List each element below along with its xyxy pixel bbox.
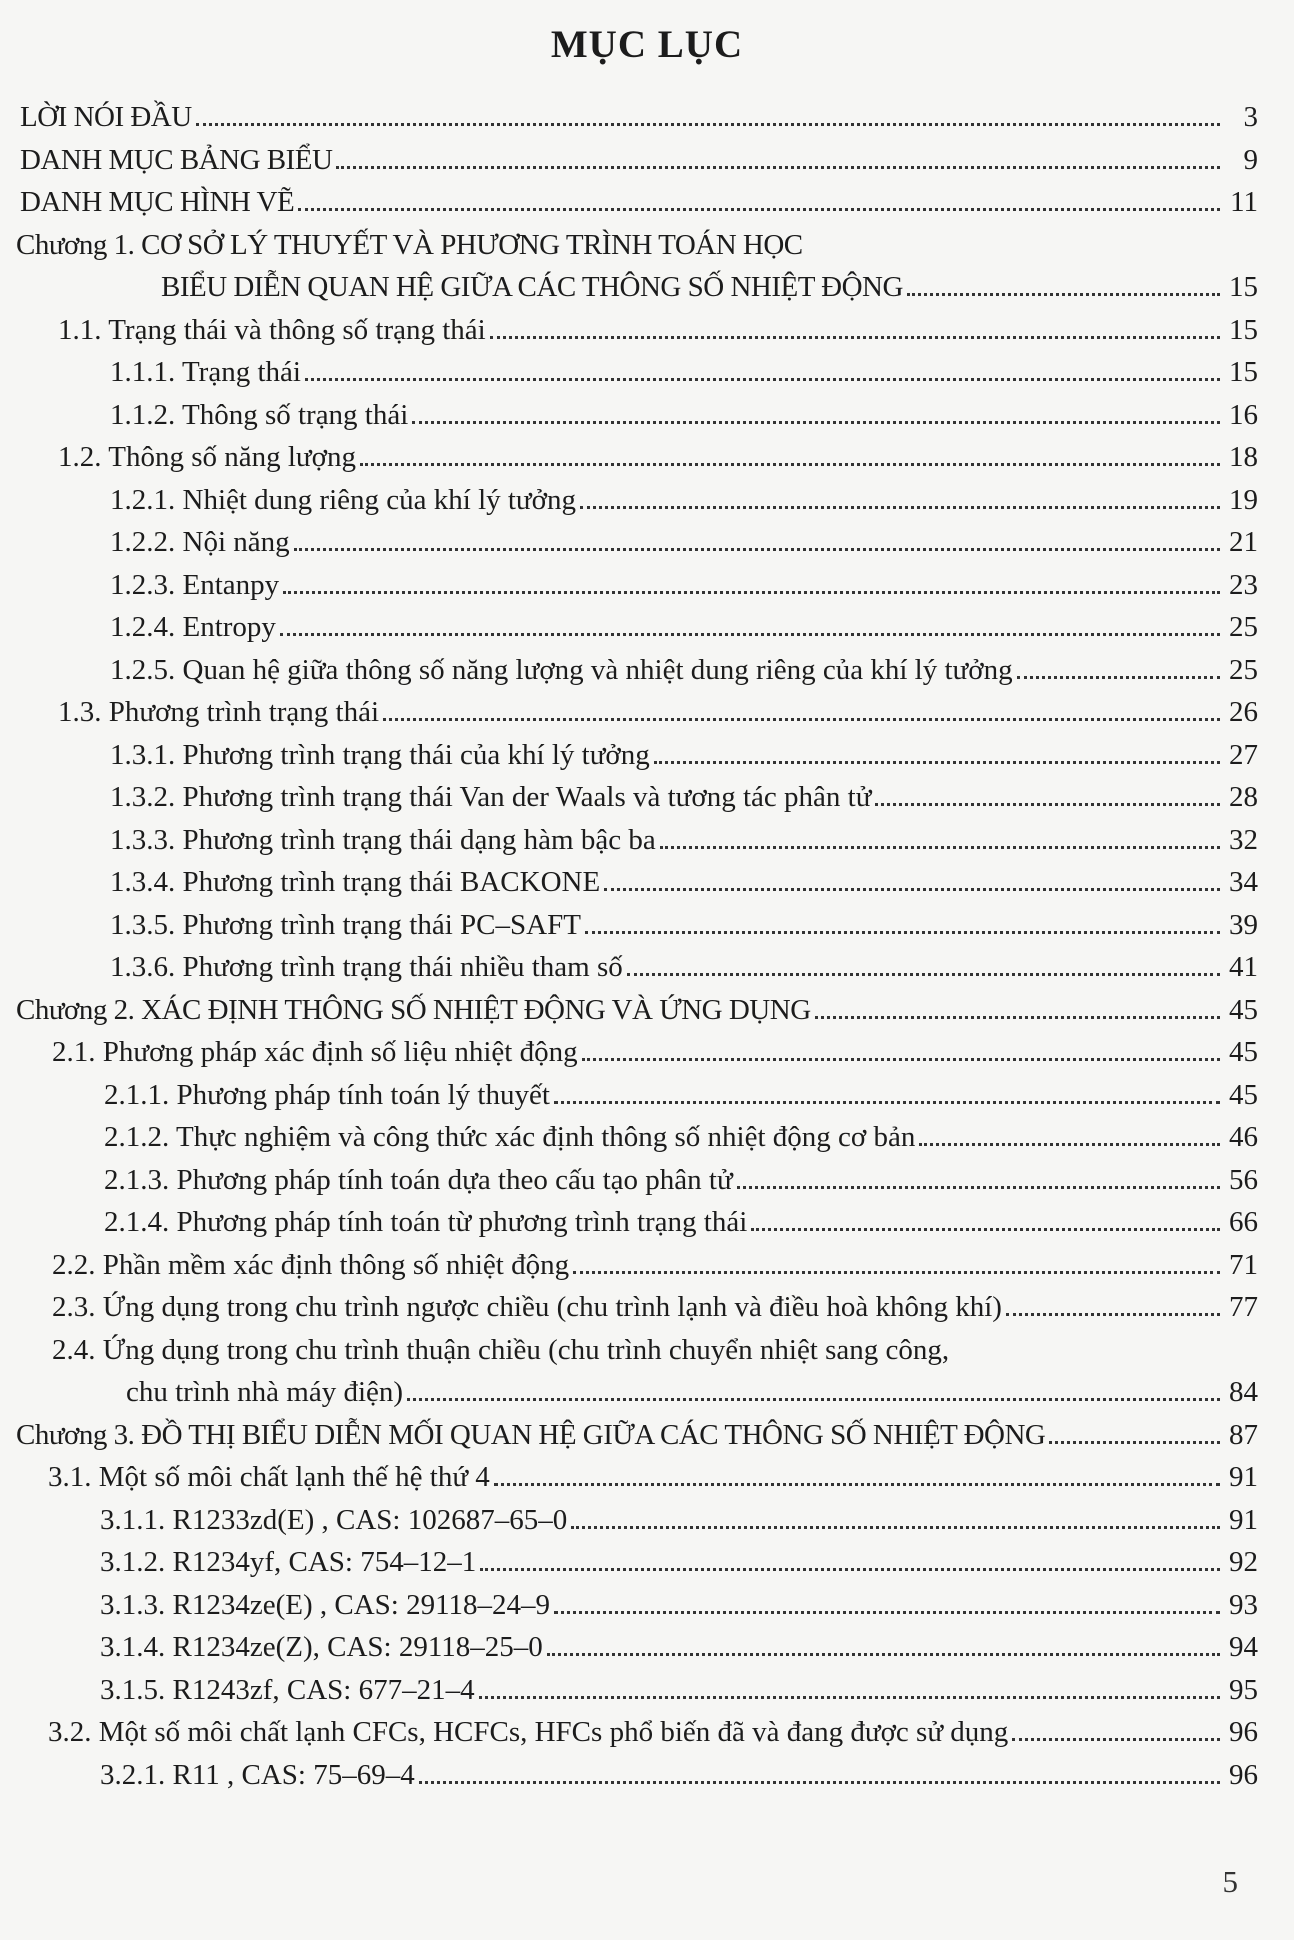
toc-entry-title: 1.1.1. Trạng thái [110, 356, 301, 388]
leader-dots [604, 861, 1220, 891]
toc-entry[interactable] [0, 861, 1294, 904]
table-of-contents [0, 96, 1294, 1796]
toc-entry-page: 16 [1229, 398, 1258, 431]
leader-dots [582, 1031, 1220, 1061]
toc-entry-page: 9 [1243, 143, 1258, 176]
toc-entry-title: chu trình nhà máy điện) [126, 1376, 404, 1408]
toc-entry-title: Chương 1. CƠ SỞ LÝ THUYẾT VÀ PHƯƠNG TRÌNH TOÁN HỌC [16, 228, 803, 261]
leader-dots [875, 776, 1220, 806]
toc-entry[interactable] [0, 479, 1294, 522]
leader-dots [585, 904, 1220, 934]
toc-entry[interactable] [0, 776, 1294, 819]
leader-dots [294, 521, 1220, 551]
toc-entry-page: 26 [1229, 696, 1258, 728]
toc-entry[interactable] [0, 521, 1294, 564]
toc-entry-title: 2.1.2. Thực nghiệm và công thức xác định thông số nhiệt động cơ bản [104, 1121, 916, 1153]
toc-entry-title: 1.1. Trạng thái và thông số trạng thái [58, 313, 486, 346]
toc-entry-page: 21 [1229, 526, 1258, 558]
toc-entry-title: 3.1. Một số môi chất lạnh thế hệ thứ 4 [48, 1461, 490, 1493]
leader-dots [412, 394, 1220, 424]
toc-entry-page: 34 [1229, 866, 1258, 898]
leader-dots [547, 1626, 1220, 1656]
toc-entry-title: 1.1.2. Thông số trạng thái [110, 398, 409, 431]
page-number: 5 [1222, 1864, 1238, 1899]
toc-entry-page: 11 [1230, 186, 1258, 218]
toc-entry-page: 93 [1229, 1588, 1258, 1621]
toc-entry[interactable] [0, 1414, 1294, 1457]
leader-dots [479, 1669, 1220, 1699]
toc-entry-title: DANH MỤC BẢNG BIỂU [20, 143, 333, 176]
toc-entry-page: 56 [1229, 1163, 1258, 1196]
toc-entry-page: 15 [1229, 313, 1258, 346]
leader-dots [660, 819, 1220, 849]
toc-entry-page: 87 [1229, 1418, 1258, 1451]
toc-entry-title: 2.1. Phương pháp xác định số liệu nhiệt động [52, 1036, 578, 1068]
toc-entry-title: 1.3.1. Phương trình trạng thái của khí lý tưởng [110, 738, 650, 771]
toc-entry-title: 2.2. Phần mềm xác định thông số nhiệt động [52, 1248, 570, 1281]
toc-entry-page: 91 [1229, 1503, 1258, 1536]
leader-dots [627, 946, 1220, 976]
toc-entry-page: 92 [1229, 1546, 1258, 1578]
toc-entry-title: 1.2.1. Nhiệt dung riêng của khí lý tưởng [110, 483, 576, 516]
leader-dots [580, 479, 1220, 509]
toc-entry-page: 25 [1229, 653, 1258, 686]
toc-entry-title: 3.2.1. R11 , CAS: 75–69–4 [100, 1758, 415, 1791]
toc-entry-page: 39 [1229, 908, 1258, 941]
toc-entry[interactable] [0, 1711, 1294, 1754]
toc-entry-page: 45 [1229, 1036, 1258, 1068]
toc-entry-page: 25 [1229, 611, 1258, 643]
toc-entry[interactable] [0, 351, 1294, 394]
toc-entry-title: 1.3.2. Phương trình trạng thái Van der Waals và tương tác phân tử [110, 781, 872, 813]
leader-dots [554, 1074, 1220, 1104]
toc-entry[interactable] [0, 819, 1294, 862]
leader-dots [1012, 1711, 1220, 1741]
toc-entry[interactable] [0, 989, 1294, 1032]
toc-entry-title: 1.2. Thông số năng lượng [58, 441, 356, 473]
toc-entry[interactable] [0, 649, 1294, 692]
toc-entry-title: 1.3. Phương trình trạng thái [58, 696, 380, 728]
toc-entry-page: 77 [1229, 1291, 1258, 1323]
toc-entry-title: 3.1.5. R1243zf, CAS: 677–21–4 [100, 1673, 475, 1706]
toc-entry[interactable] [0, 1499, 1294, 1542]
toc-entry-title: 3.1.3. R1234ze(E) , CAS: 29118–24–9 [100, 1588, 551, 1621]
leader-dots [751, 1201, 1220, 1231]
toc-entry-page: 95 [1229, 1673, 1258, 1706]
leader-dots [1006, 1286, 1220, 1316]
toc-entry-title: Chương 2. XÁC ĐỊNH THÔNG SỐ NHIỆT ĐỘNG VÀ ỨNG DỤNG [16, 993, 811, 1026]
toc-entry[interactable] [0, 436, 1294, 479]
toc-entry[interactable] [0, 266, 1294, 309]
toc-entry-title: 2.1.4. Phương pháp tính toán từ phương trình trạng thái [104, 1206, 748, 1238]
toc-entry-page: 27 [1229, 738, 1258, 771]
toc-entry[interactable] [0, 1584, 1294, 1627]
toc-entry-title: 3.1.1. R1233zd(E) , CAS: 102687–65–0 [100, 1503, 568, 1536]
leader-dots [490, 309, 1220, 339]
toc-entry[interactable] [0, 564, 1294, 607]
toc-entry-page: 28 [1229, 781, 1258, 813]
toc-entry-title: 1.3.5. Phương trình trạng thái PC–SAFT [110, 908, 581, 941]
leader-dots [196, 96, 1220, 126]
leader-dots [280, 606, 1220, 636]
page-title: MỤC LỤC [550, 23, 744, 66]
toc-entry[interactable] [0, 1201, 1294, 1244]
toc-entry[interactable] [0, 1541, 1294, 1584]
leader-dots [654, 734, 1220, 764]
leader-dots [305, 351, 1220, 381]
toc-entry[interactable] [0, 1031, 1294, 1074]
toc-entry-page: 41 [1229, 951, 1258, 983]
leader-dots [1017, 649, 1220, 679]
toc-entry[interactable] [0, 96, 1294, 139]
toc-entry-title: 2.1.1. Phương pháp tính toán lý thuyết [104, 1078, 550, 1111]
toc-entry[interactable] [0, 1371, 1294, 1414]
toc-entry-title: 1.3.4. Phương trình trạng thái BACKONE [110, 866, 601, 898]
toc-entry[interactable] [0, 181, 1294, 224]
leader-dots [1049, 1414, 1220, 1444]
toc-entry-title: 3.1.4. R1234ze(Z), CAS: 29118–25–0 [100, 1631, 543, 1663]
toc-entry-page: 96 [1229, 1716, 1258, 1748]
leader-dots [554, 1584, 1220, 1614]
toc-entry[interactable] [0, 1074, 1294, 1117]
toc-entry-title: 2.1.3. Phương pháp tính toán dựa theo cấu tạo phân tử [104, 1163, 733, 1196]
toc-entry-title: 1.2.3. Entanpy [110, 568, 280, 601]
toc-entry-page: 15 [1229, 271, 1258, 303]
toc-entry[interactable] [0, 1159, 1294, 1202]
toc-entry-page: 46 [1229, 1121, 1258, 1153]
toc-entry[interactable] [0, 394, 1294, 437]
toc-entry[interactable] [0, 1754, 1294, 1797]
toc-entry-page: 91 [1229, 1461, 1258, 1493]
leader-dots [573, 1244, 1220, 1274]
leader-dots [383, 691, 1220, 721]
toc-entry-title: 1.2.5. Quan hệ giữa thông số năng lượng và nhiệt dung riêng của khí lý tưởng [110, 653, 1013, 686]
leader-dots [419, 1754, 1220, 1784]
leader-dots [360, 436, 1220, 466]
leader-dots [919, 1116, 1220, 1146]
toc-entry-title: 2.4. Ứng dụng trong chu trình thuận chiều (chu trình chuyển nhiệt sang công, [52, 1333, 950, 1366]
toc-entry-page: 71 [1229, 1248, 1258, 1281]
toc-entry-title: 1.2.4. Entropy [110, 611, 276, 643]
toc-entry-page: 23 [1229, 568, 1258, 601]
leader-dots [571, 1499, 1220, 1529]
toc-entry-title: LỜI NÓI ĐẦU [20, 101, 192, 133]
toc-entry-page: 45 [1229, 993, 1258, 1026]
leader-dots [907, 266, 1220, 296]
leader-dots [407, 1371, 1220, 1401]
toc-entry-title: 1.3.6. Phương trình trạng thái nhiều tham số [110, 951, 623, 983]
toc-entry[interactable] [0, 1244, 1294, 1287]
toc-entry[interactable] [0, 1626, 1294, 1669]
leader-dots [815, 989, 1220, 1019]
leader-dots [283, 564, 1220, 594]
toc-entry-page: 3 [1243, 101, 1258, 133]
toc-entry[interactable] [0, 1329, 1294, 1372]
toc-entry-page: 45 [1229, 1078, 1258, 1111]
toc-entry-page: 19 [1229, 483, 1258, 516]
leader-dots [480, 1541, 1220, 1571]
toc-entry[interactable] [0, 1286, 1294, 1329]
toc-entry[interactable] [0, 309, 1294, 352]
toc-entry-page: 15 [1229, 356, 1258, 388]
toc-entry[interactable] [0, 1116, 1294, 1159]
toc-entry[interactable] [0, 691, 1294, 734]
toc-entry-title: 1.3.3. Phương trình trạng thái dạng hàm bậc ba [110, 823, 656, 856]
toc-entry[interactable] [0, 734, 1294, 777]
toc-entry[interactable] [0, 606, 1294, 649]
toc-entry-page: 94 [1229, 1631, 1258, 1663]
toc-entry-title: 3.2. Một số môi chất lạnh CFCs, HCFCs, HFCs phổ biến đã và đang được sử dụng [48, 1716, 1009, 1748]
leader-dots [336, 139, 1220, 169]
toc-entry-title: DANH MỤC HÌNH VẼ [20, 186, 295, 218]
toc-entry-page: 66 [1229, 1206, 1258, 1238]
toc-entry-title: 3.1.2. R1234yf, CAS: 754–12–1 [100, 1546, 477, 1578]
leader-dots [737, 1159, 1220, 1189]
toc-entry-title: 1.2.2. Nội năng [110, 526, 290, 558]
toc-entry-page: 84 [1229, 1376, 1258, 1408]
leader-dots [494, 1456, 1220, 1486]
toc-entry-page: 18 [1229, 441, 1258, 473]
toc-entry[interactable] [0, 139, 1294, 182]
toc-entry-title: BIỂU DIỄN QUAN HỆ GIỮA CÁC THÔNG SỐ NHIỆT ĐỘNG [161, 271, 903, 303]
toc-entry-page: 96 [1229, 1758, 1258, 1791]
toc-entry-page: 32 [1229, 823, 1258, 856]
toc-entry[interactable] [0, 904, 1294, 947]
toc-entry[interactable] [0, 1456, 1294, 1499]
toc-entry[interactable] [0, 224, 1294, 267]
toc-entry-title: Chương 3. ĐỒ THỊ BIỂU DIỄN MỐI QUAN HỆ GIỮA CÁC THÔNG SỐ NHIỆT ĐỘNG [16, 1418, 1046, 1451]
toc-entry[interactable] [0, 946, 1294, 989]
toc-entry[interactable] [0, 1669, 1294, 1712]
leader-dots [298, 181, 1220, 211]
toc-entry-title: 2.3. Ứng dụng trong chu trình ngược chiều (chu trình lạnh và điều hoà không khí) [52, 1291, 1002, 1323]
